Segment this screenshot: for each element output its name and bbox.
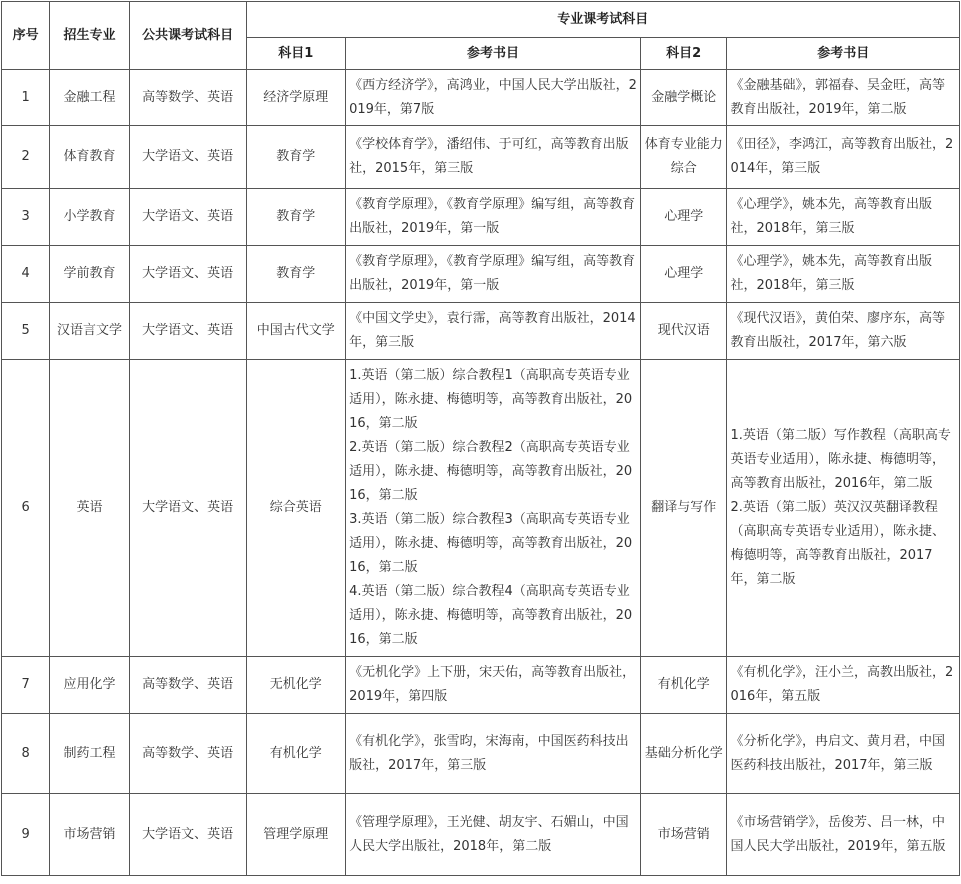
row-ref2 [727, 794, 960, 876]
reference-entry: 《分析化学》，冉启文、黄月君，中国医药科技出版社，2017年，第三版 [730, 733, 945, 773]
row-ref1 [346, 657, 641, 714]
row-subject2: 翻译与写作 [640, 360, 727, 657]
row-index: 8 [2, 714, 50, 794]
row-major: 金融工程 [50, 70, 129, 126]
reference-entry: 《管理学原理》，王光健、胡友宇、石媚山，中国人民大学出版社，2018年，第二版 [349, 814, 629, 854]
reference-entry: 1.英语（第二版）综合教程1（高职高专英语专业适用），陈永捷、梅德明等，高等教育出版社，2016，第二版 [349, 368, 633, 431]
reference-entry: 1.英语（第二版）写作教程（高职高专英语专业适用），陈永捷、梅德明等，高等教育出版社，2016年，第二版 [730, 428, 951, 491]
reference-entry: 《有机化学》，张雪昀，宋海南，中国医药科技出版社，2017年，第三版 [349, 733, 629, 773]
reference-entry: 《有机化学》，汪小兰，高教出版社，2016年，第五版 [730, 665, 954, 704]
row-ref2 [727, 657, 960, 714]
header-professional-subjects: 专业课考试科目 [246, 2, 960, 38]
header-ref2: 参考书目 [727, 38, 960, 70]
row-major: 体育教育 [50, 126, 129, 189]
reference-entry: 《金融基础》，郭福春、吴金旺，高等教育出版社，2019年，第二版 [730, 77, 945, 117]
row-ref1 [346, 794, 641, 876]
row-index: 4 [2, 246, 50, 303]
row-subject1: 教育学 [246, 126, 346, 189]
row-subject2: 现代汉语 [640, 303, 727, 360]
table-row [2, 657, 960, 714]
row-major: 市场营销 [50, 794, 129, 876]
row-subject1: 中国古代文学 [246, 303, 346, 360]
row-public-subjects: 大学语文、英语 [129, 246, 246, 303]
table-row [2, 714, 960, 794]
reference-entry: 《中国文学史》，袁行霈，高等教育出版社，2014年，第三版 [349, 311, 636, 350]
row-subject1: 无机化学 [246, 657, 346, 714]
row-subject2: 市场营销 [640, 794, 727, 876]
row-subject2: 心理学 [640, 189, 727, 246]
reference-entry: 《学校体育学》，潘绍伟、于可红，高等教育出版社，2015年，第三版 [349, 137, 629, 176]
row-public-subjects: 高等数学、英语 [129, 70, 246, 126]
header-ref1: 参考书目 [346, 38, 641, 70]
reference-entry: 《市场营销学》，岳俊芳、吕一林，中国人民大学出版社，2019年，第五版 [730, 814, 946, 854]
row-subject1: 教育学 [246, 246, 346, 303]
row-public-subjects: 大学语文、英语 [129, 126, 246, 189]
row-major: 英语 [50, 360, 129, 657]
row-ref2 [727, 360, 960, 657]
reference-entry: 《现代汉语》，黄伯荣、廖序东，高等教育出版社，2017年，第六版 [730, 311, 945, 350]
reference-entry: 4.英语（第二版）综合教程4（高职高专英语专业适用），陈永捷、梅德明等，高等教育出版社，2016，第二版 [349, 584, 633, 647]
row-subject1: 综合英语 [246, 360, 346, 657]
row-ref2 [727, 70, 960, 126]
row-ref1 [346, 246, 641, 303]
row-public-subjects: 大学语文、英语 [129, 794, 246, 876]
row-public-subjects: 高等数学、英语 [129, 657, 246, 714]
row-ref2 [727, 714, 960, 794]
reference-entry: 《西方经济学》，高鸿业，中国人民大学出版社，2019年，第7版 [349, 77, 637, 117]
row-major: 汉语言文学 [50, 303, 129, 360]
reference-entry: 3.英语（第二版）综合教程3（高职高专英语专业适用），陈永捷、梅德明等，高等教育出版社，2016，第二版 [349, 512, 633, 575]
row-major: 小学教育 [50, 189, 129, 246]
row-subject2: 金融学概论 [640, 70, 727, 126]
row-ref1 [346, 714, 641, 794]
row-public-subjects: 大学语文、英语 [129, 189, 246, 246]
row-ref1 [346, 189, 641, 246]
admission-table [1, 1, 960, 876]
row-ref2 [727, 303, 960, 360]
row-index: 9 [2, 794, 50, 876]
row-ref2 [727, 126, 960, 189]
row-ref1 [346, 360, 641, 657]
row-index: 6 [2, 360, 50, 657]
table-row [2, 360, 960, 657]
row-subject2: 有机化学 [640, 657, 727, 714]
row-subject1: 管理学原理 [246, 794, 346, 876]
reference-entry: 《教育学原理》，《教育学原理》编写组，高等教育出版社，2019年，第一版 [349, 197, 636, 236]
row-index: 7 [2, 657, 50, 714]
reference-entry: 《教育学原理》，《教育学原理》编写组，高等教育出版社，2019年，第一版 [349, 254, 636, 293]
row-subject2: 体育专业能力综合 [640, 126, 727, 189]
row-ref1 [346, 126, 641, 189]
table-row [2, 189, 960, 246]
reference-entry: 《心理学》，姚本先，高等教育出版社，2018年，第三版 [730, 197, 932, 236]
row-subject1: 经济学原理 [246, 70, 346, 126]
table-body [2, 70, 960, 876]
table-row [2, 126, 960, 189]
row-subject2: 基础分析化学 [640, 714, 727, 794]
header-subject2: 科目2 [640, 38, 727, 70]
reference-entry: 《无机化学》上下册，宋天佑，高等教育出版社，2019年，第四版 [349, 665, 636, 704]
row-major: 应用化学 [50, 657, 129, 714]
reference-entry: 2.英语（第二版）英汉汉英翻译教程（高职高专英语专业适用），陈永捷、梅德明等，高等教育出版社，2017年，第二版 [730, 500, 945, 587]
header-subject1: 科目1 [246, 38, 346, 70]
row-ref1 [346, 70, 641, 126]
header-major: 招生专业 [50, 2, 129, 70]
reference-entry: 《田径》，李鸿江，高等教育出版社，2014年，第三版 [730, 137, 954, 176]
row-subject1: 教育学 [246, 189, 346, 246]
row-subject1: 有机化学 [246, 714, 346, 794]
table-row [2, 794, 960, 876]
row-major: 学前教育 [50, 246, 129, 303]
row-ref1 [346, 303, 641, 360]
row-ref2 [727, 246, 960, 303]
reference-entry: 2.英语（第二版）综合教程2（高职高专英语专业适用），陈永捷、梅德明等，高等教育出版社，2016，第二版 [349, 440, 633, 503]
row-index: 3 [2, 189, 50, 246]
reference-entry: 《心理学》，姚本先，高等教育出版社，2018年，第三版 [730, 254, 932, 293]
header-index: 序号 [2, 2, 50, 70]
table-row [2, 303, 960, 360]
header-public-subjects: 公共课考试科目 [129, 2, 246, 70]
row-index: 5 [2, 303, 50, 360]
row-public-subjects: 高等数学、英语 [129, 714, 246, 794]
row-ref2 [727, 189, 960, 246]
table-row [2, 70, 960, 126]
row-subject2: 心理学 [640, 246, 727, 303]
table-row [2, 246, 960, 303]
row-public-subjects: 大学语文、英语 [129, 303, 246, 360]
row-index: 1 [2, 70, 50, 126]
row-public-subjects: 大学语文、英语 [129, 360, 246, 657]
row-major: 制药工程 [50, 714, 129, 794]
row-index: 2 [2, 126, 50, 189]
